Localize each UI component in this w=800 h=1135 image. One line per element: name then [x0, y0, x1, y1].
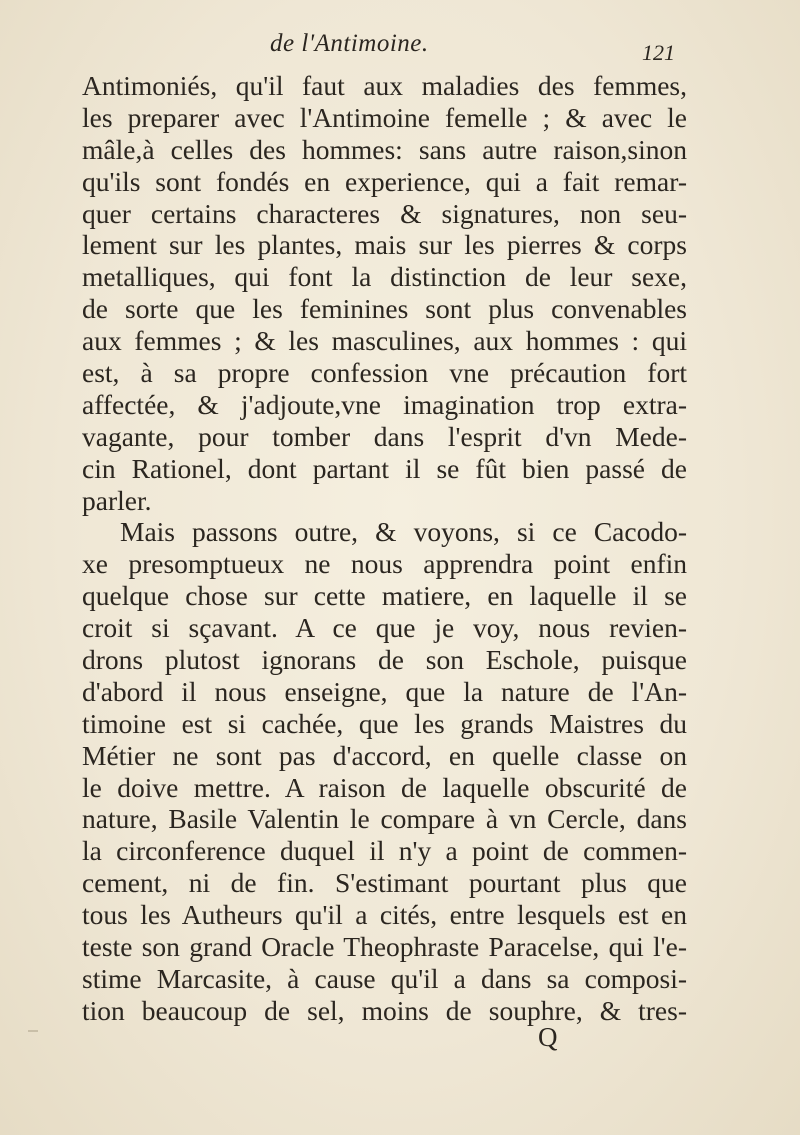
- text-line: timoine est si cachée, que les grands Maistres du: [82, 707, 687, 739]
- text-line: d'abord il nous enseigne, que la nature de l'An-: [82, 675, 687, 707]
- text-line: croit si sçavant. A ce que je voy, nous revien-: [82, 612, 687, 644]
- text-line: le doive mettre. A raison de laquelle obscurité de: [82, 771, 687, 803]
- paragraph-1: [82, 70, 687, 516]
- text-line: drons plutost ignorans de son Eschole, puisque: [82, 644, 687, 676]
- text-line: parler.: [82, 484, 152, 516]
- text-line: stime Marcasite, à cause qu'il a dans sa composi-: [82, 962, 687, 994]
- text-line: aux femmes ; & les masculines, aux hommes : qui: [82, 325, 687, 357]
- text-line: de sorte que les feminines sont plus convenables: [82, 293, 687, 325]
- signature-mark: Q: [538, 1022, 558, 1052]
- paragraph-2: [82, 516, 687, 1026]
- page-number: 121: [642, 40, 675, 65]
- text-line: mâle,à celles des hommes: sans autre raison,sinon: [82, 133, 687, 165]
- margin-tick: [28, 1030, 38, 1032]
- text-line: vagante, pour tomber dans l'esprit d'vn Mede-: [82, 420, 687, 452]
- text-line: nature, Basile Valentin le compare à vn Cercle, dans: [82, 803, 687, 835]
- text-line: tion beaucoup de sel, moins de souphre, & tres-: [82, 994, 687, 1026]
- text-line: qu'ils sont fondés en experience, qui a fait remar-: [82, 165, 687, 197]
- text-line: cement, ni de fin. S'estimant pourtant plus que: [82, 867, 687, 899]
- text-line: Métier ne sont pas d'accord, en quelle classe on: [82, 739, 687, 771]
- text-line: les preparer avec l'Antimoine femelle ; & avec le: [82, 101, 687, 133]
- text-line: teste son grand Oracle Theophraste Paracelse, qui l'e-: [82, 931, 687, 963]
- text-line: quelque chose sur cette matiere, en laquelle il se: [82, 580, 687, 612]
- text-line: tous les Autheurs qu'il a cités, entre lesquels est en: [82, 899, 687, 931]
- body-text: [82, 70, 687, 1027]
- text-line: Mais passons outre, & voyons, si ce Cacodo-: [120, 516, 687, 548]
- text-line: metalliques, qui font la distinction de leur sexe,: [82, 261, 687, 293]
- text-line: lement sur les plantes, mais sur les pierres & corps: [82, 229, 687, 261]
- text-line: Antimoniés, qu'il faut aux maladies des femmes,: [82, 70, 687, 101]
- text-line: xe presomptueux ne nous apprendra point enfin: [82, 548, 687, 580]
- text-line: affectée, & j'adjoute,vne imagination trop extra-: [82, 388, 687, 420]
- page-header: [0, 26, 800, 66]
- running-head: de l'Antimoine.: [270, 30, 429, 57]
- text-line: est, à sa propre confession vne précaution fort: [82, 357, 687, 389]
- text-line: quer certains characteres & signatures, non seu-: [82, 197, 687, 229]
- text-line: la circonference duquel il n'y a point de commen-: [82, 835, 687, 867]
- text-line: cin Rationel, dont partant il se fût bien passé de: [82, 452, 687, 484]
